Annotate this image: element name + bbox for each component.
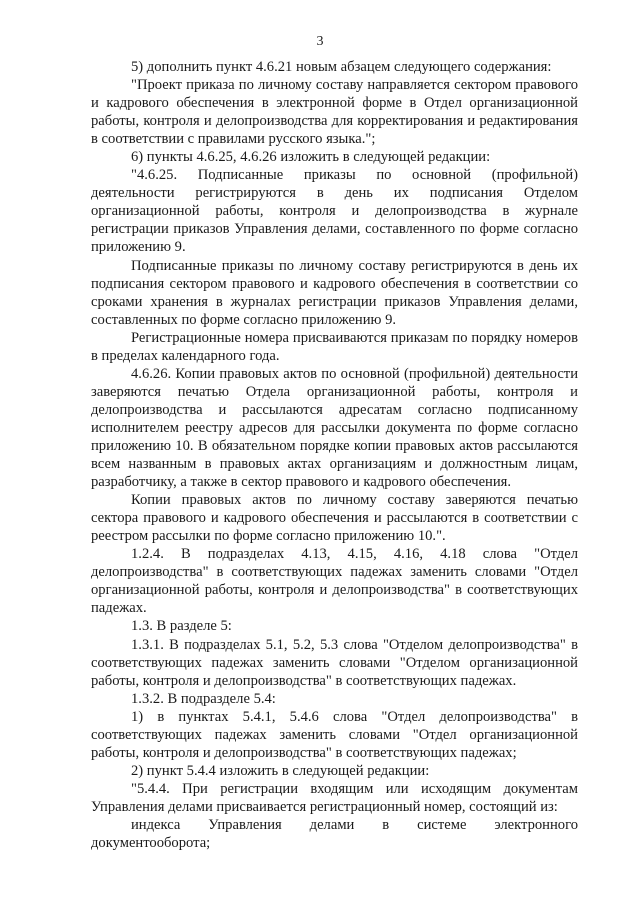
document-body [91,58,578,852]
paragraph-11: 1.3.1. В подразделах 5.1, 5.2, 5.3 слова "Отделом делопроизводства" в соответствующих падежах заменить словами "Отделом организационной работы, контроля и делопроизводства" в соответствующих падежах. [91,636,578,689]
paragraph-4: "4.6.25. Подписанные приказы по основной (профильной) деятельности регистрируются в день их подписания Отделом организационной работы, контроля и делопроизводства в журнале регистрации приказов Управления делами, составленного по форме согласно приложению 9. [91,167,578,256]
paragraph-13: 1) в пунктах 5.4.1, 5.4.6 слова "Отдел делопроизводства" в соответствующих падежах заменить словами "Отдел организационной работы, контроля и делопроизводства" в соответствующих падежах; [91,708,578,761]
paragraph-14: 2) пункт 5.4.4 изложить в следующей редакции: [131,762,430,779]
paragraph-3: 6) пункты 4.6.25, 4.6.26 изложить в следующей редакции: [131,149,491,166]
paragraph-1: 5) дополнить пункт 4.6.21 новым абзацем следующего содержания: [131,59,552,75]
page-number: 3 [316,34,324,49]
paragraph-9: 1.2.4. В подразделах 4.13, 4.15, 4.16, 4.18 слова "Отдел делопроизводства" в соответствующих падежах заменить словами "Отдел организационной работы, контроля и делопроизводства" в соответствующих падежах. [91,546,578,617]
paragraph-5: Подписанные приказы по личному составу регистрируются в день их подписания сектором правового и кадрового обеспечения в соответствии со сроками хранения в журналах регистрации приказов Управления делами, составленных по форме согласно приложению 9. [91,257,578,328]
paragraph-10: 1.3. В разделе 5: [131,618,232,635]
paragraph-6: Регистрационные номера присваиваются приказам по порядку номеров в пределах календарного года. [91,329,578,364]
paragraph-15: "5.4.4. При регистрации входящим или исходящим документам Управления делами присваивается регистрационный номер, состоящий из: [91,780,578,815]
paragraph-2: "Проект приказа по личному составу направляется сектором правового и кадрового обеспечения в электронной форме в Отдел организационной работы, контроля и делопроизводства для корректирования и редактирования в соответствии с правилами русского языка."; [91,77,578,148]
paragraph-8: Копии правовых актов по личному составу заверяются печатью сектора правового и кадрового обеспечения и рассылаются в соответствии с реестром рассылки по форме согласно приложению 10.". [91,492,578,545]
paragraph-7: 4.6.26. Копии правовых актов по основной (профильной) деятельности заверяются печатью Отдела организационной работы, контроля и делопроизводства и рассылаются адресатам согласно подписанному исполнителем реестру адресов для рассылки документа по форме согласно приложению 10. В обязательном порядке копии правовых актов рассылаются всем названным в правовых актах организациям и должностным лицам, разработчику, а также в сектор правового и кадрового обеспечения. [91,365,578,491]
paragraph-16: индекса Управления делами в системе электронного документооборота; [91,816,578,852]
paragraph-12: 1.3.2. В подразделе 5.4: [131,690,276,707]
